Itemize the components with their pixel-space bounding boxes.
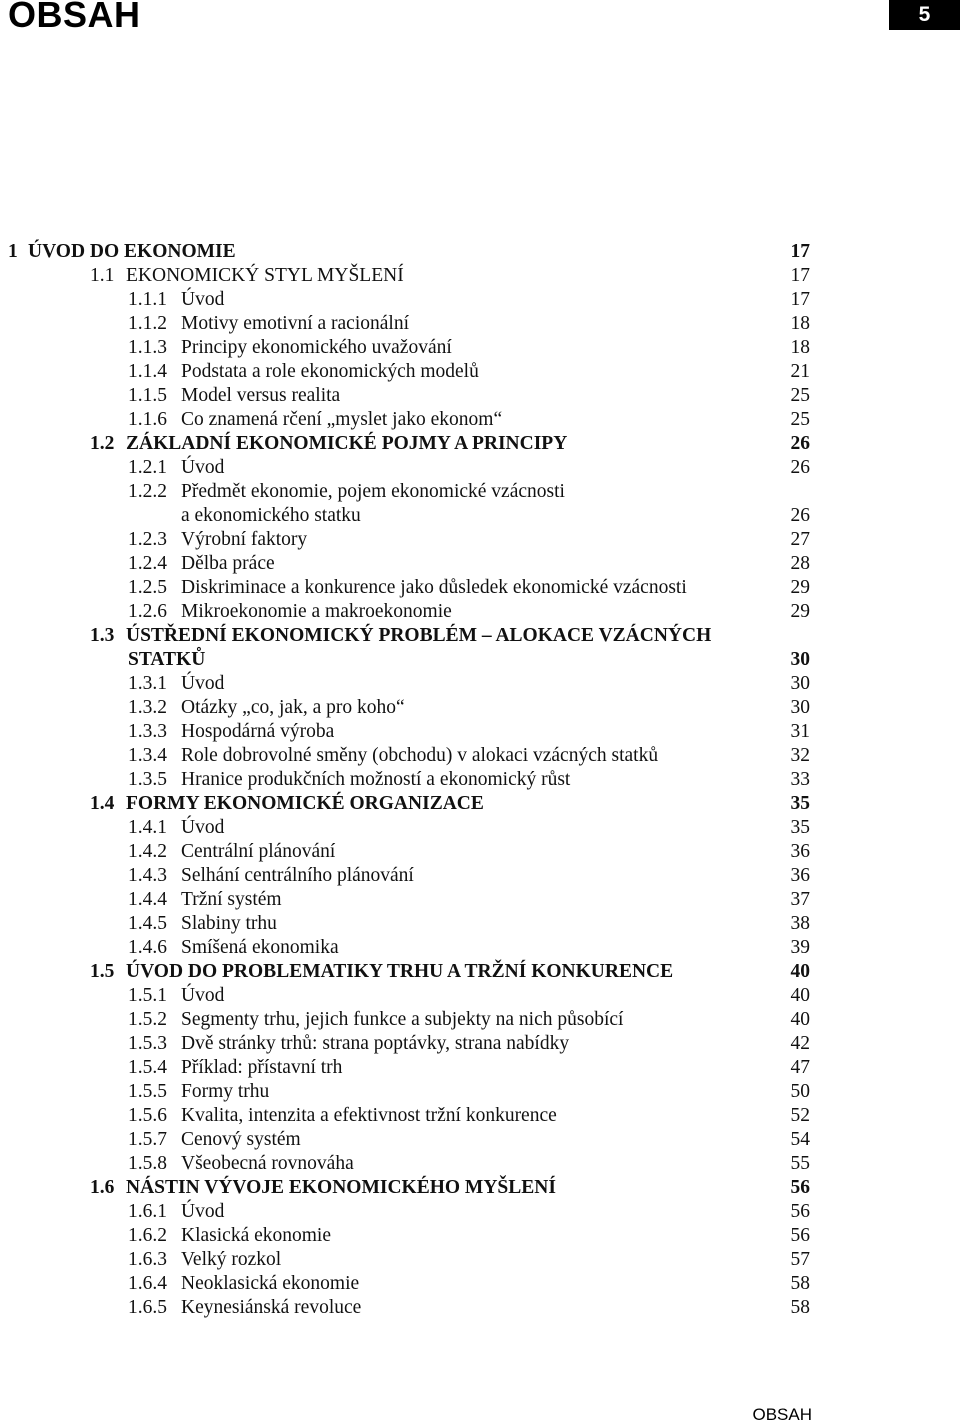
toc-entry[interactable] [0,792,960,816]
toc-entry[interactable] [0,408,960,432]
toc-entry-title: Cenový systém [181,1129,301,1150]
toc-entry-title: Principy ekonomického uvažování [181,337,452,358]
toc-entry-number: 1.2.1 [128,457,167,478]
toc-entry-number: 1.1.5 [128,385,167,406]
toc-entry-number: 1.2.2 [128,481,167,502]
toc-entry-page: 42 [790,1033,810,1054]
toc-entry-page: 56 [790,1177,810,1198]
toc-entry[interactable] [0,840,960,864]
toc-entry[interactable] [0,1296,960,1320]
toc-entry-page: 56 [790,1225,810,1246]
toc-entry-page: 57 [790,1249,810,1270]
toc-entry[interactable] [0,696,960,720]
toc-entry-page: 21 [790,361,810,382]
toc-entry[interactable] [0,456,960,480]
toc-entry-number: 1.5.8 [128,1153,167,1174]
toc-entry-title: Tržní systém [181,889,282,910]
toc-entry-label [90,432,567,456]
toc-entry-label [128,1104,557,1128]
toc-entry[interactable] [0,624,960,648]
toc-entry-label [128,1008,623,1032]
toc-entry-title: Úvod [181,289,225,310]
toc-entry-label [90,792,484,816]
toc-entry-title: Dělba práce [181,553,275,574]
toc-entry-title: Úvod [181,457,225,478]
toc-entry[interactable] [0,264,960,288]
toc-entry-label [128,648,205,672]
toc-entry-label [128,864,414,888]
toc-entry[interactable] [0,240,960,264]
toc-entry-title: Předmět ekonomie, pojem ekonomické vzácnosti [181,481,565,502]
toc-entry[interactable] [0,552,960,576]
footer-running-title: OBSAH [752,1405,812,1424]
toc-entry-label [128,552,275,576]
toc-entry[interactable] [0,336,960,360]
toc-entry-number: 1.5.3 [128,1033,167,1054]
toc-entry-page: 52 [790,1105,810,1126]
toc-entry-number: 1 [8,241,18,262]
toc-entry[interactable] [0,912,960,936]
toc-entry-label [128,528,307,552]
toc-entry-title: Otázky „co, jak, a pro koho“ [181,697,405,718]
toc-entry-page: 29 [790,601,810,622]
toc-entry-title: Příklad: přístavní trh [181,1057,343,1078]
toc-entry[interactable] [0,528,960,552]
toc-entry-title: NÁSTIN VÝVOJE EKONOMICKÉHO MYŠLENÍ [126,1177,556,1198]
toc-entry[interactable] [0,504,960,528]
toc-entry-page: 39 [790,937,810,958]
toc-entry-page: 26 [790,433,810,454]
toc-entry-number: 1.4.1 [128,817,167,838]
toc-entry-number: 1.1.1 [128,289,167,310]
toc-entry-number: 1.4.2 [128,841,167,862]
toc-entry-page: 30 [790,673,810,694]
toc-entry-number: 1.3.2 [128,697,167,718]
toc-entry[interactable] [0,360,960,384]
toc-entry-title: Úvod [181,1201,225,1222]
toc-entry-page: 40 [790,961,810,982]
toc-entry-label [90,1176,556,1200]
toc-entry-title: Centrální plánování [181,841,336,862]
toc-entry-label [128,720,334,744]
toc-entry-page: 27 [790,529,810,550]
toc-entry-label [90,624,711,648]
toc-entry-page: 50 [790,1081,810,1102]
table-of-contents [0,240,960,1320]
toc-entry-label [128,360,479,384]
toc-entry-page: 26 [790,505,810,526]
toc-entry[interactable] [0,576,960,600]
toc-entry-number: 1.3.3 [128,721,167,742]
toc-entry[interactable] [0,480,960,504]
toc-entry[interactable] [0,768,960,792]
toc-entry-page: 54 [790,1129,810,1150]
toc-entry-number: 1.4.6 [128,937,167,958]
toc-entry[interactable] [0,600,960,624]
toc-entry-label [128,1152,354,1176]
toc-entry-title: Hranice produkčních možností a ekonomický růst [181,769,571,790]
toc-entry-number: 1.5.6 [128,1105,167,1126]
toc-entry-label [128,1200,224,1224]
toc-entry[interactable] [0,1200,960,1224]
toc-entry-number: 1.6 [90,1177,115,1198]
toc-entry-page: 36 [790,865,810,886]
toc-entry-title: Úvod [181,817,225,838]
toc-entry-title: Slabiny trhu [181,913,277,934]
toc-entry-label [128,312,409,336]
toc-entry[interactable] [0,1176,960,1200]
toc-entry-page: 25 [790,409,810,430]
toc-entry-page: 17 [790,265,810,286]
toc-entry-number: 1.5 [90,961,115,982]
toc-entry[interactable] [0,648,960,672]
toc-entry[interactable] [0,1248,960,1272]
toc-entry-number: 1.5.4 [128,1057,167,1078]
toc-entry-title: STATKŮ [128,649,206,670]
toc-entry-number: 1.1.4 [128,361,167,382]
toc-entry-page: 32 [790,745,810,766]
toc-entry-title: Role dobrovolné směny (obchodu) v alokaci vzácných statků [181,745,659,766]
toc-entry[interactable] [0,864,960,888]
toc-entry-page: 17 [790,241,810,262]
toc-entry-number: 1.4.4 [128,889,167,910]
toc-entry-number: 1.4.3 [128,865,167,886]
toc-entry[interactable] [0,936,960,960]
toc-entry-page: 29 [790,577,810,598]
toc-entry[interactable] [0,1152,960,1176]
toc-entry-label [128,816,224,840]
toc-entry[interactable] [0,672,960,696]
toc-entry[interactable] [0,1056,960,1080]
toc-entry-title: EKONOMICKÝ STYL MYŠLENÍ [126,265,404,286]
toc-entry-title: Segmenty trhu, jejich funkce a subjekty na nich působící [181,1009,624,1030]
page-title: OBSAH [8,0,141,35]
toc-entry-number: 1.6.1 [128,1201,167,1222]
toc-entry-page: 18 [790,313,810,334]
toc-entry-title: Všeobecná rovnováha [181,1153,354,1174]
toc-entry-label [128,408,502,432]
toc-entry-page: 25 [790,385,810,406]
toc-entry-page: 58 [790,1273,810,1294]
toc-entry-number: 1.3.4 [128,745,167,766]
toc-entry[interactable] [0,1008,960,1032]
toc-entry-title: ÚSTŘEDNÍ EKONOMICKÝ PROBLÉM – ALOKACE VZÁCNÝCH [126,625,712,646]
toc-entry[interactable] [0,960,960,984]
toc-entry-page: 30 [790,697,810,718]
toc-entry-label [128,840,335,864]
toc-entry-page: 36 [790,841,810,862]
toc-entry-number: 1.2.6 [128,601,167,622]
toc-entry-number: 1.6.2 [128,1225,167,1246]
toc-entry-label [128,1056,342,1080]
toc-entry-label [128,336,452,360]
toc-entry-number: 1.4 [90,793,115,814]
toc-entry-label [90,960,673,984]
toc-entry-label [181,504,361,528]
toc-entry-title: Úvod [181,985,225,1006]
toc-entry-title: Velký rozkol [181,1249,282,1270]
toc-entry[interactable] [0,384,960,408]
toc-entry-label [128,288,224,312]
toc-entry-title: Keynesiánská revoluce [181,1297,362,1318]
toc-entry-number: 1.3.5 [128,769,167,790]
toc-entry-number: 1.3 [90,625,115,646]
toc-entry-label [128,480,565,504]
toc-entry-label [128,1296,361,1320]
toc-entry-page: 38 [790,913,810,934]
toc-entry-number: 1.3.1 [128,673,167,694]
toc-entry-title: Kvalita, intenzita a efektivnost tržní konkurence [181,1105,557,1126]
toc-entry[interactable] [0,288,960,312]
toc-entry-title: Hospodárná výroba [181,721,335,742]
toc-entry-title: ZÁKLADNÍ EKONOMICKÉ POJMY A PRINCIPY [126,433,568,454]
toc-entry[interactable] [0,744,960,768]
toc-entry-label [128,576,687,600]
toc-entry-label [128,696,405,720]
toc-entry[interactable] [0,432,960,456]
toc-entry[interactable] [0,720,960,744]
toc-entry-label [128,456,224,480]
toc-entry-title: FORMY EKONOMICKÉ ORGANIZACE [126,793,484,814]
toc-entry-page: 40 [790,1009,810,1030]
toc-entry[interactable] [0,1128,960,1152]
toc-entry-number: 1.4.5 [128,913,167,934]
toc-entry-page: 31 [790,721,810,742]
toc-entry-number: 1.2.4 [128,553,167,574]
toc-entry[interactable] [0,1032,960,1056]
toc-entry[interactable] [0,312,960,336]
toc-entry[interactable] [0,888,960,912]
toc-entry-page: 30 [790,649,810,670]
toc-entry[interactable] [0,816,960,840]
toc-entry-label [128,672,224,696]
toc-entry-number: 1.1.2 [128,313,167,334]
toc-entry-page: 35 [790,817,810,838]
toc-entry-label [128,984,224,1008]
toc-entry-page: 47 [790,1057,810,1078]
toc-entry-number: 1.1 [90,265,115,286]
toc-entry-title: ÚVOD DO PROBLEMATIKY TRHU A TRŽNÍ KONKURENCE [126,961,674,982]
page-number-badge: 5 [889,0,960,30]
toc-entry-number: 1.2.5 [128,577,167,598]
toc-entry-number: 1.2 [90,433,115,454]
toc-entry-label [90,264,404,288]
toc-entry-number: 1.2.3 [128,529,167,550]
toc-entry-title: Úvod [181,673,225,694]
toc-entry-title: a ekonomického statku [181,505,361,526]
toc-entry-label [128,1128,301,1152]
toc-entry-title: Diskriminace a konkurence jako důsledek ekonomické vzácnosti [181,577,687,598]
toc-entry-label [128,1032,569,1056]
toc-entry-label [128,912,277,936]
toc-entry-page: 40 [790,985,810,1006]
toc-entry[interactable] [0,1104,960,1128]
toc-entry-page: 58 [790,1297,810,1318]
toc-entry-number: 1.6.5 [128,1297,167,1318]
toc-entry-title: Motivy emotivní a racionální [181,313,409,334]
toc-entry-title: Smíšená ekonomika [181,937,339,958]
toc-entry[interactable] [0,984,960,1008]
toc-entry-label [128,888,282,912]
toc-entry-page: 55 [790,1153,810,1174]
toc-entry-title: Klasická ekonomie [181,1225,331,1246]
toc-entry-page: 17 [790,289,810,310]
toc-entry-label [128,744,658,768]
toc-entry-label [128,768,570,792]
toc-entry-title: Dvě stránky trhů: strana poptávky, strana nabídky [181,1033,570,1054]
toc-entry-title: Selhání centrálního plánování [181,865,414,886]
toc-entry-title: Co znamená rčení „myslet jako ekonom“ [181,409,503,430]
toc-entry-label [128,1224,331,1248]
toc-entry-title: Podstata a role ekonomických modelů [181,361,479,382]
toc-entry-number: 1.6.4 [128,1273,167,1294]
toc-entry-label [8,240,236,264]
toc-entry-title: Mikroekonomie a makroekonomie [181,601,452,622]
toc-entry-label [128,384,340,408]
toc-entry-label [128,1272,359,1296]
toc-entry-page: 56 [790,1201,810,1222]
toc-entry-page: 33 [790,769,810,790]
toc-entry-number: 1.5.2 [128,1009,167,1030]
toc-entry-page: 37 [790,889,810,910]
toc-entry-title: Model versus realita [181,385,341,406]
toc-entry-title: ÚVOD DO EKONOMIE [28,241,236,262]
toc-entry-label [128,1080,269,1104]
toc-entry-number: 1.5.7 [128,1129,167,1150]
toc-entry-page: 26 [790,457,810,478]
toc-entry-label [128,936,339,960]
toc-entry-label [128,1248,281,1272]
toc-entry-title: Neoklasická ekonomie [181,1273,360,1294]
toc-entry-page: 28 [790,553,810,574]
toc-entry[interactable] [0,1080,960,1104]
toc-entry-number: 1.1.3 [128,337,167,358]
toc-entry-number: 1.6.3 [128,1249,167,1270]
toc-entry-page: 35 [790,793,810,814]
toc-entry-number: 1.5.1 [128,985,167,1006]
toc-entry-number: 1.1.6 [128,409,167,430]
toc-entry[interactable] [0,1272,960,1296]
toc-entry-label [128,600,452,624]
toc-entry-page: 18 [790,337,810,358]
toc-entry-number: 1.5.5 [128,1081,167,1102]
toc-entry-title: Výrobní faktory [181,529,308,550]
toc-entry-title: Formy trhu [181,1081,270,1102]
toc-entry[interactable] [0,1224,960,1248]
